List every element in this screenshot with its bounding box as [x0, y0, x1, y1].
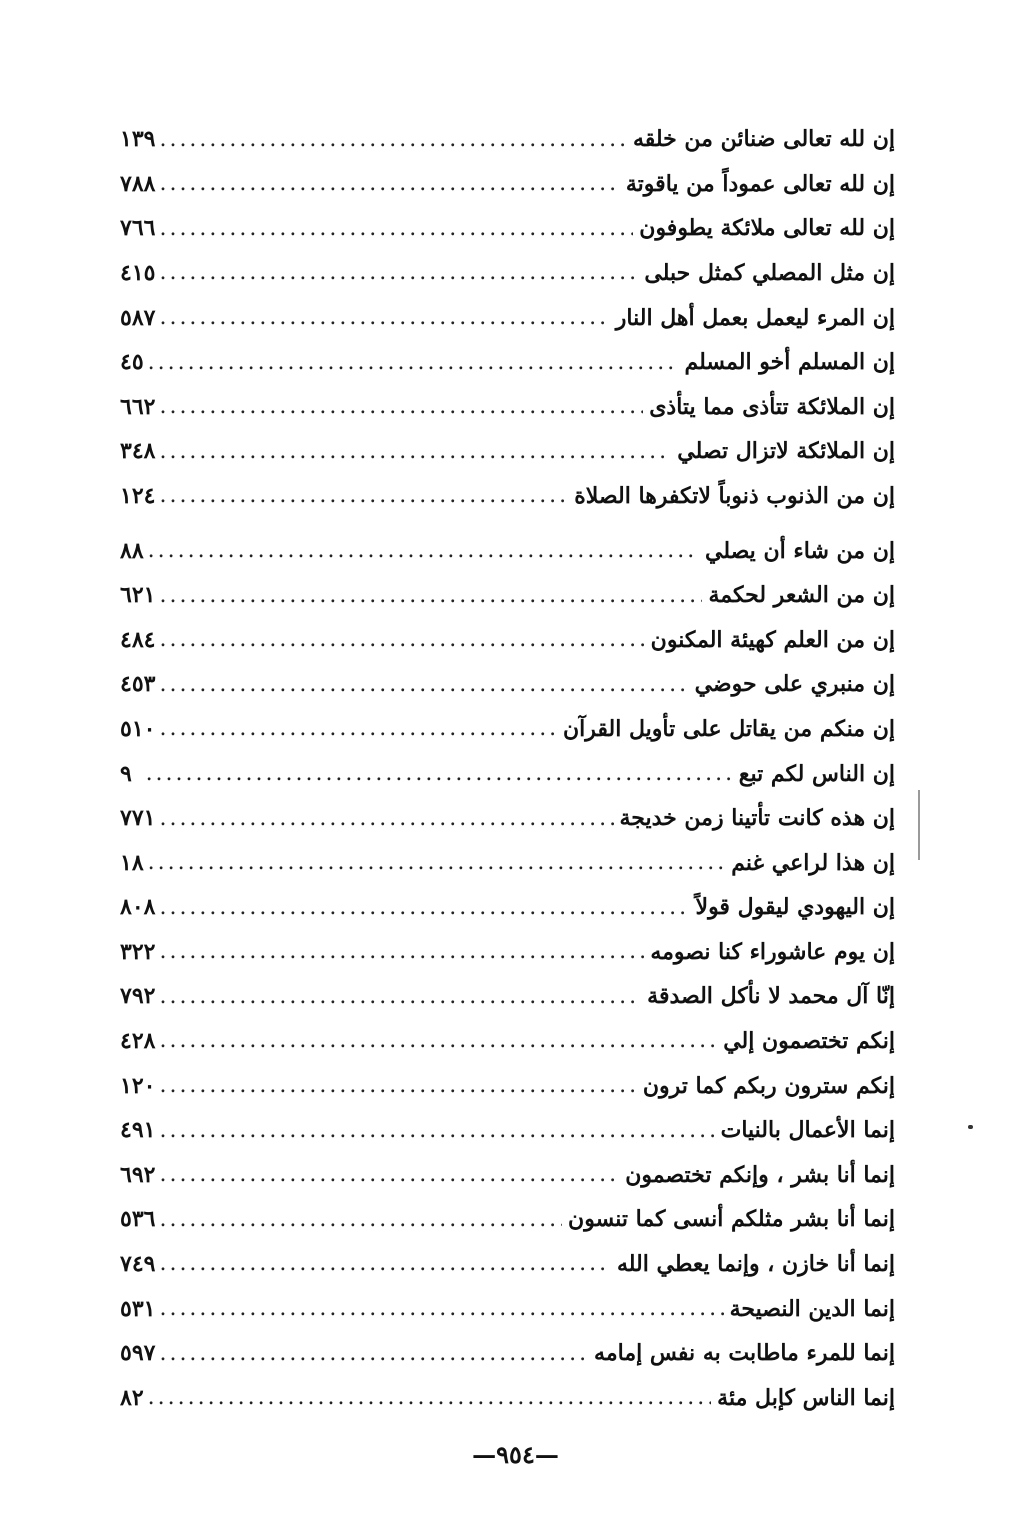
entry-text: إنكم تختصمون إلي — [723, 1028, 895, 1055]
entry-page-number: ١٣٩ — [120, 126, 156, 153]
entry-page-number: ٤٢٨ — [120, 1028, 156, 1055]
index-entry — [120, 197, 895, 242]
entry-page-number: ٧٤٩ — [120, 1251, 156, 1278]
leader-dots — [159, 1162, 619, 1188]
entry-page-number: ٥١٠ — [120, 715, 156, 742]
entry-page-number: ٣٢٢ — [120, 938, 156, 965]
entry-text: إنما الناس كإبل مئة — [717, 1384, 895, 1411]
index-entry — [120, 1322, 895, 1367]
scan-speck — [968, 1125, 973, 1129]
entry-page-number: ٥٣١ — [120, 1295, 156, 1322]
leader-dots — [159, 305, 609, 331]
leader-dots — [159, 939, 644, 965]
entry-text: إن منبري على حوضي — [694, 671, 895, 698]
entry-page-number: ١٢٠ — [120, 1072, 156, 1099]
entry-page-number: ٨٠٨ — [120, 894, 156, 921]
leader-dots — [159, 1207, 562, 1233]
index-entry — [120, 921, 895, 966]
entry-text: إنّا آل محمد لا نأكل الصدقة — [647, 983, 895, 1010]
index-entry — [120, 108, 895, 153]
entry-page-number: ٧٨٨ — [120, 170, 156, 197]
entry-text: إن الناس لكم تبع — [738, 760, 895, 787]
entry-page-number: ٨٨ — [120, 537, 144, 564]
index-entry — [120, 609, 895, 654]
leader-dots — [159, 1118, 714, 1144]
entry-page-number: ٣٤٨ — [120, 438, 156, 465]
leader-dots — [159, 171, 619, 197]
index-entry — [120, 1188, 895, 1233]
index-entry — [120, 1277, 895, 1322]
entry-page-number: ٤٩١ — [120, 1117, 156, 1144]
leader-dots — [159, 394, 643, 420]
entry-text: إنما أنا بشر ، وإنكم تختصمون — [625, 1161, 895, 1188]
entry-text: إنما للمرء ماطابت به نفس إمامه — [594, 1340, 895, 1367]
leader-dots — [159, 895, 689, 921]
index-entry — [120, 965, 895, 1010]
page-number-footer: —٩٥٤— — [472, 1440, 559, 1469]
entry-text: إن يوم عاشوراء كنا نصومه — [650, 938, 895, 965]
leader-dots — [159, 483, 568, 509]
leader-dots — [159, 216, 633, 242]
entry-text: إن من شاء أن يصلي — [704, 537, 895, 564]
index-entry — [120, 376, 895, 421]
entry-page-number: ٧٦٦ — [120, 215, 156, 242]
leader-dots — [159, 716, 557, 742]
leader-dots — [148, 538, 699, 564]
entry-page-number: ٥٩٧ — [120, 1340, 156, 1367]
entry-text: إن الملائكة لاتزال تصلي — [677, 438, 895, 465]
leader-dots — [159, 672, 688, 698]
entry-page-number: ٦٢١ — [120, 582, 156, 609]
entry-text: إن لله تعالى ضنائن من خلقه — [632, 126, 895, 153]
leader-dots — [159, 260, 638, 286]
leader-dots — [159, 1028, 717, 1054]
index-entry — [120, 153, 895, 198]
leader-dots — [159, 439, 671, 465]
entry-text: إن لله تعالى ملائكة يطوفون — [639, 215, 895, 242]
index-entry — [120, 742, 895, 787]
entry-page-number: ٥٨٧ — [120, 304, 156, 331]
entry-page-number: ١٢٤ — [120, 482, 156, 509]
leader-dots — [148, 1385, 712, 1411]
leader-dots — [148, 350, 679, 376]
entry-text: إنما أنا خازن ، وإنما يعطي الله — [616, 1251, 895, 1278]
index-entry — [120, 1144, 895, 1189]
leader-dots — [159, 1341, 588, 1367]
index-entry — [120, 653, 895, 698]
entry-text: إن من العلم كهيئة المكنون — [650, 626, 895, 653]
entry-page-number: ٧٧١ — [120, 805, 156, 832]
entry-page-number: ٧٩٢ — [120, 983, 156, 1010]
entry-page-number: ٥٣٦ — [120, 1206, 156, 1233]
index-entry — [120, 1099, 895, 1144]
index-entry — [120, 519, 895, 564]
entry-page-number: ٩ — [120, 760, 132, 787]
leader-dots — [159, 1296, 723, 1322]
index-entry — [120, 698, 895, 743]
entry-text: إن اليهودي ليقول قولاً — [695, 894, 895, 921]
entry-text: إنما الدين النصيحة — [729, 1295, 895, 1322]
entry-page-number: ٤٥٣ — [120, 671, 156, 698]
leader-dots — [159, 1073, 636, 1099]
index-entry — [120, 787, 895, 832]
margin-scan-mark — [918, 790, 920, 860]
index-entry — [120, 564, 895, 609]
entry-page-number: ٤٥ — [120, 349, 144, 376]
entry-text: إن الملائكة تتأذى مما يتأذى — [649, 393, 895, 420]
entry-text: إنما الأعمال بالنيات — [720, 1117, 895, 1144]
index-entry — [120, 286, 895, 331]
entry-text: إن من الشعر لحكمة — [708, 582, 895, 609]
leader-dots — [159, 627, 644, 653]
leader-dots — [146, 761, 733, 787]
entry-text: إن منكم من يقاتل على تأويل القرآن — [562, 715, 895, 742]
entry-text: إن هذه كانت تأتينا زمن خديجة — [619, 805, 895, 832]
entry-page-number: ٤٨٤ — [120, 626, 156, 653]
entry-text: إن هذا لراعي غنم — [731, 849, 895, 876]
entry-page-number: ٤١٥ — [120, 259, 156, 286]
entry-text: إن لله تعالى عموداً من ياقوتة — [625, 170, 895, 197]
index-entry — [120, 331, 895, 376]
entry-text: إن مثل المصلي كمثل حبلى — [644, 259, 895, 286]
index-entry — [120, 1367, 895, 1412]
leader-dots — [159, 127, 626, 153]
index-entry — [120, 876, 895, 921]
entry-text: إن من الذنوب ذنوباً لاتكفرها الصلاة — [574, 482, 895, 509]
leader-dots — [159, 984, 641, 1010]
entry-text: إنكم سترون ربكم كما ترون — [642, 1072, 895, 1099]
leader-dots — [148, 850, 726, 876]
index-entry — [120, 242, 895, 287]
leader-dots — [159, 806, 613, 832]
index-entry — [120, 1010, 895, 1055]
index-entry — [120, 420, 895, 465]
leader-dots — [159, 1251, 611, 1277]
entry-text: إن المرء ليعمل بعمل أهل النار — [615, 304, 895, 331]
index-list — [120, 108, 895, 1411]
leader-dots — [159, 583, 702, 609]
index-entry — [120, 1233, 895, 1278]
index-entry — [120, 465, 895, 510]
entry-page-number: ٨٢ — [120, 1384, 144, 1411]
entry-text: إنما أنا بشر مثلكم أنسى كما تنسون — [568, 1206, 895, 1233]
entry-page-number: ٦٦٢ — [120, 393, 156, 420]
entry-page-number: ٦٩٢ — [120, 1161, 156, 1188]
entry-text: إن المسلم أخو المسلم — [684, 349, 895, 376]
index-entry — [120, 832, 895, 877]
entry-page-number: ١٨ — [120, 849, 144, 876]
index-entry — [120, 1054, 895, 1099]
